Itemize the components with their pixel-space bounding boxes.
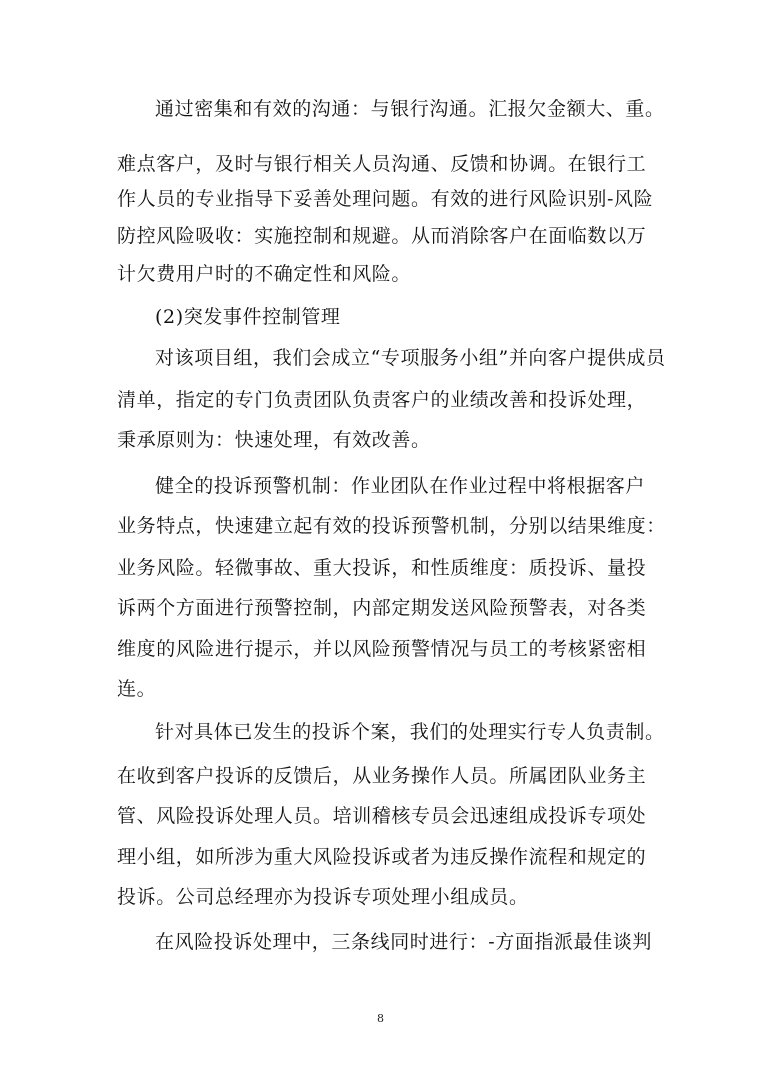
text-line: 计欠费用户时的不确定性和风险。 bbox=[117, 263, 412, 285]
text-line: 针对具体已发生的投诉个案，我们的处理实行专人负责制。 bbox=[155, 721, 665, 743]
text-line: 业务风险。轻微事故、重大投诉，和性质维度：质投诉、量投 bbox=[117, 557, 647, 579]
text-line: 维度的风险进行提示，并以风险预警情况与员工的考核紧密相 bbox=[117, 638, 647, 660]
text-line: 防控风险吸收：实施控制和规避。从而消除客户在面临数以万 bbox=[117, 225, 647, 247]
text-line: 诉两个方面进行预警控制，内部定期发送风险预警表，对各类 bbox=[117, 597, 647, 619]
text-line: 清单，指定的专门负责团队负责客户的业绩改善和投诉处理， bbox=[117, 389, 647, 411]
section-heading: (2)突发事件控制管理 bbox=[155, 306, 341, 328]
text-line: 在收到客户投诉的反馈后，从业务操作人员。所属团队业务主 bbox=[117, 765, 647, 787]
text-line: 投诉。公司总经理亦为投诉专项处理小组成员。 bbox=[117, 886, 529, 908]
text-line: 管、风险投诉处理人员。培训稽核专员会迅速组成投诉专项处 bbox=[117, 805, 647, 827]
text-line: 秉承原则为：快速处理，有效改善。 bbox=[117, 429, 431, 451]
text-line: 作人员的专业指导下妥善处理问题。有效的进行风险识别-风险 bbox=[117, 188, 654, 210]
text-line: 健全的投诉预警机制：作业团队在作业过程中将根据客户 bbox=[155, 475, 646, 497]
text-line: 通过密集和有效的沟通：与银行沟通。汇报欠金额大、重。 bbox=[155, 98, 665, 120]
text-line: 对该项目组，我们会成立“专项服务小组”并向客户提供成员 bbox=[155, 347, 666, 369]
text-line: 连。 bbox=[117, 678, 157, 700]
page-number: 8 bbox=[377, 1012, 384, 1025]
text-line: 难点客户，及时与银行相关人员沟通、反馈和协调。在银行工 bbox=[117, 153, 647, 175]
text-line: 在风险投诉处理中，三条线同时进行：-方面指派最佳谈判 bbox=[155, 931, 653, 953]
text-line: 业务特点，快速建立起有效的投诉预警机制，分别以结果维度： bbox=[117, 515, 666, 537]
text-line: 理小组，如所涉为重大风险投诉或者为违反操作流程和规定的 bbox=[117, 846, 647, 868]
